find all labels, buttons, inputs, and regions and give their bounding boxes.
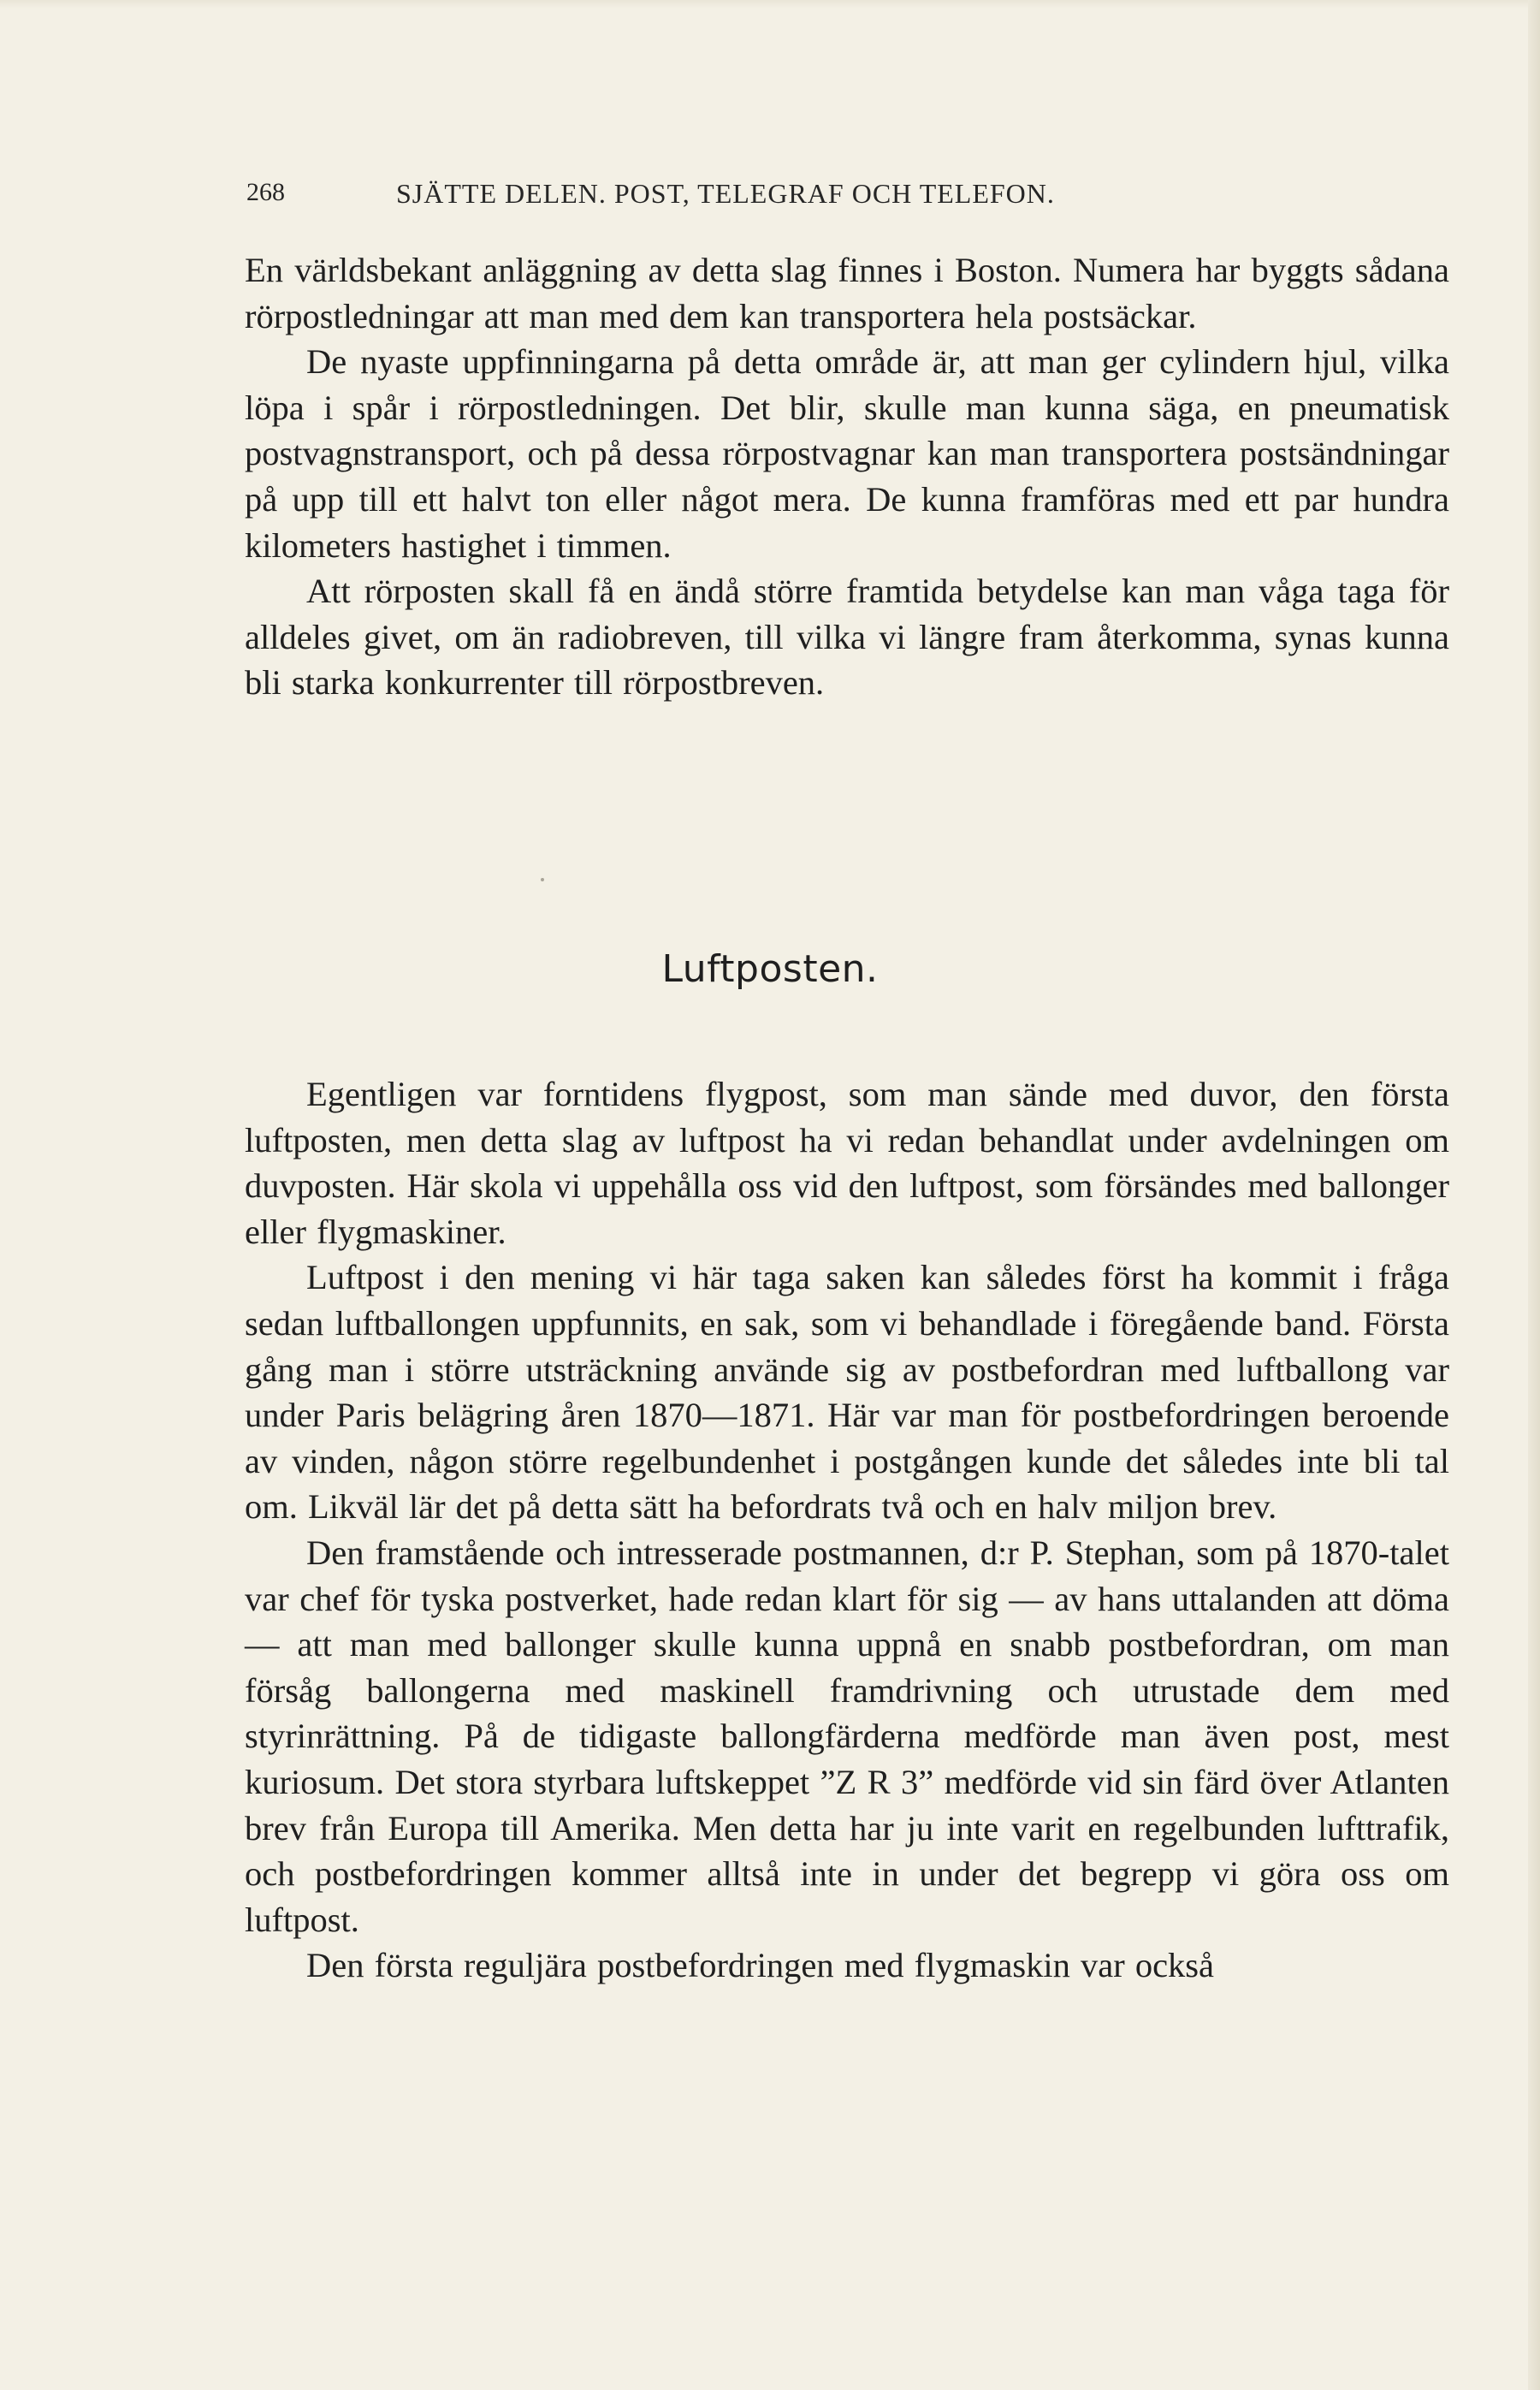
page-top-shadow [0, 0, 1540, 9]
paragraph-last-line: Den första reguljära postbefordringen med flygmaskin var också [306, 1946, 1215, 1985]
page-edge-shadow [1528, 0, 1540, 2390]
paragraph: Egentligen var forntidens flygpost, som man sände med duvor, den första luftposten, men detta slag av luftpost ha vi redan behandlat under avdelningen om duvposten. Här skola vi uppehålla oss vid den luftpost, som försändes med ballonger eller flygmaskiner. [245, 1075, 1449, 1251]
paragraph: Den framstående och intresserade postmannen, d:r P. Stephan, som på 1870-talet var chef för tyska postverket, hade redan klart för sig — av hans uttalanden att döma — att man med ballonger skulle kunna uppnå en snabb postbefordran, om man försåg ballongerna med maskinell framdrivning och utrustade dem med styrinrättning. På de tidigaste ballongfärderna medförde man även post, mest kuriosum. Det stora styrbara luftskeppet ”Z R 3” medförde vid sin färd över Atlanten brev från Europa till Amerika. Men detta har ju inte varit en regelbunden lufttrafik, och postbefordringen kommer alltså inte in under det begrepp vi göra oss om luftpost. [245, 1533, 1449, 1939]
paragraph: De nyaste uppfinningarna på detta område är, att man ger cylindern hjul, vilka löpa i spår i rörpostledningen. Det blir, skulle man kunna säga, en pneumatisk postvagnstransport, och på dessa rörpostvagnar kan man transportera postsändningar på upp till ett halvt ton eller något mera. De kunna framföras med ett par hundra kilometers hastighet i timmen. [245, 342, 1449, 565]
page-number: 268 [246, 178, 285, 206]
paragraph: En världsbekant anläggning av detta slag finnes i Boston. Numera har byggts sådana rörpostledningar att man med dem kan transportera hela postsäckar. [245, 251, 1449, 335]
section-title: Luftposten. [661, 947, 879, 991]
print-speck [541, 878, 544, 881]
running-title: SJÄTTE DELEN. POST, TELEGRAF OCH TELEFON. [396, 178, 1055, 209]
page-header [246, 178, 1453, 221]
paragraph: Att rörposten skall få en ändå större framtida betydelse kan man våga taga för alldeles givet, om än radiobreven, till vilka vi längre fram återkomma, synas kunna bli starka konkurrenter till rörpostbreven. [245, 572, 1449, 703]
text-block-bottom [245, 1071, 1449, 1989]
text-block-top [245, 247, 1449, 706]
paragraph: Luftpost i den mening vi här taga saken kan således först ha kommit i fråga sedan luftballongen uppfunnits, en sak, som vi behandlade i föregående band. Första gång man i större utsträckning använde sig av postbefordran med luftballong var under Paris belägring åren 1870—1871. Här var man för postbefordringen beroende av vinden, någon större regelbundenhet i postgången kunde det således inte bli tal om. Likväl lär det på detta sätt ha befordrats två och en halv miljon brev. [245, 1258, 1449, 1527]
